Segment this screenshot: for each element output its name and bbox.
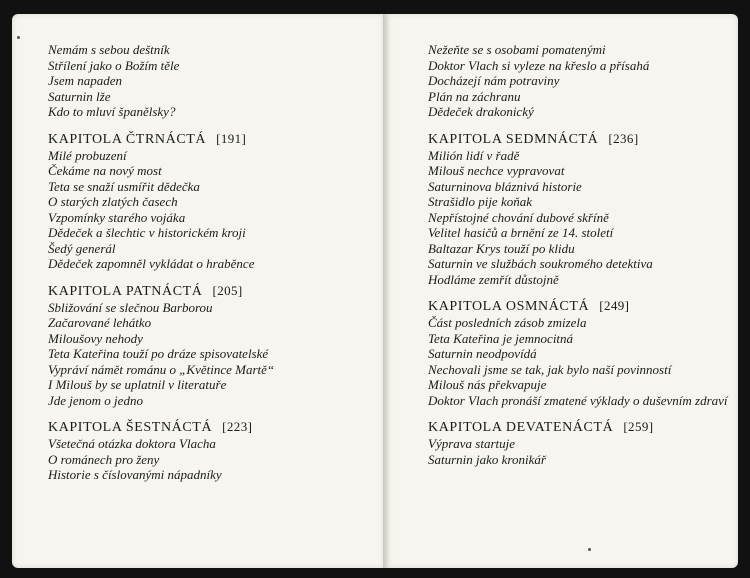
toc-entry: Milé probuzení xyxy=(48,147,127,163)
page-speck xyxy=(588,548,591,551)
toc-entry: Hodláme zemřít důstojně xyxy=(428,271,559,287)
chapter-title: KAPITOLA ŠESTNÁCTÁ xyxy=(48,420,213,435)
toc-entry: Jde jenom o jedno xyxy=(48,392,143,408)
chapter-title: KAPITOLA DEVATENÁCTÁ xyxy=(428,420,614,435)
toc-entry: Teta Kateřina je jemnocitná xyxy=(428,330,574,346)
chapter-heading xyxy=(48,130,368,148)
chapter-page-number: [205] xyxy=(212,282,243,298)
chapter-14 xyxy=(48,130,368,272)
toc-entry: Milouš nechce vypravovat xyxy=(428,163,565,178)
chapter-title: KAPITOLA SEDMNÁCTÁ xyxy=(428,131,599,147)
toc-entry: I Milouš by se uplatnil v literatuře xyxy=(48,377,227,392)
chapter-heading xyxy=(428,130,728,148)
toc-entry: Strašidlo pije koňak xyxy=(428,194,532,209)
toc-entry: Plán na záchranu xyxy=(428,88,521,104)
toc-entry: Nemám s sebou deštník xyxy=(48,42,170,57)
chapter-title: KAPITOLA OSMNÁCTÁ xyxy=(428,299,590,314)
chapter-19 xyxy=(428,418,728,467)
toc-entry: Teta se snaží usmířit dědečka xyxy=(48,178,200,194)
toc-entry: Sbližování se slečnou Barborou xyxy=(48,299,213,315)
chapter-page-number: [259] xyxy=(623,419,654,434)
toc-entry: Čekáme na nový most xyxy=(48,163,162,178)
page-speck xyxy=(17,36,20,39)
toc-entry: Nepřístojné chování dubové skříně xyxy=(428,209,609,225)
chapter-page-number: [191] xyxy=(216,130,247,146)
toc-entry: Baltazar Krys touží po klidu xyxy=(428,240,575,256)
toc-entry: Šedý generál xyxy=(48,240,116,256)
toc-entry: Velitel hasičů a brnění ze 14. století xyxy=(428,225,614,240)
chapter-15 xyxy=(48,282,368,409)
toc-entry: Saturninova bláznivá historie xyxy=(428,178,582,194)
toc-entry: Všetečná otázka doktora Vlacha xyxy=(48,436,216,451)
toc-entry: Nežeňte se s osobami pomatenými xyxy=(428,42,606,57)
left-intro-entries xyxy=(48,42,368,120)
toc-entry: Vzpomínky starého vojáka xyxy=(48,209,186,225)
toc-entry: Milouš nás překvapuje xyxy=(428,377,547,392)
chapter-17 xyxy=(428,130,728,288)
chapter-page-number: [249] xyxy=(599,298,630,313)
toc-entry: Střílení jako o Božím těle xyxy=(48,57,180,73)
right-toc-column xyxy=(428,42,728,468)
chapter-18 xyxy=(428,297,728,408)
chapter-title: KAPITOLA ČTRNÁCTÁ xyxy=(48,131,207,147)
toc-entry: Miloušovy nehody xyxy=(48,330,143,346)
toc-entry: Dědeček zapomněl vykládat o hraběnce xyxy=(48,256,255,271)
toc-entry: O románech pro ženy xyxy=(48,451,160,467)
chapter-page-number: [223] xyxy=(222,419,253,434)
toc-entry: Jsem napaden xyxy=(48,73,123,88)
toc-entry: O starých zlatých časech xyxy=(48,194,178,209)
toc-entry: Saturnin jako kronikář xyxy=(428,451,546,467)
toc-entry: Dědeček drakonický xyxy=(428,104,534,119)
toc-entry: Dědeček a šlechtic v historickém kroji xyxy=(48,225,246,240)
chapter-title: KAPITOLA PATNÁCTÁ xyxy=(48,283,203,299)
chapter-heading xyxy=(48,418,368,436)
toc-entry: Saturnin ve službách soukromého detektiva xyxy=(428,256,653,271)
toc-entry: Výprava startuje xyxy=(428,436,516,451)
chapter-16 xyxy=(48,418,368,483)
toc-entry: Doktor Vlach pronáší zmatené výklady o duševním zdraví xyxy=(428,392,728,408)
toc-entry: Vypráví námět románu o „Květince Martě“ xyxy=(48,361,275,377)
left-toc-column xyxy=(48,42,368,484)
toc-entry: Část posledních zásob zmizela xyxy=(428,315,587,330)
chapter-page-number: [236] xyxy=(608,130,639,146)
toc-entry: Saturnin neodpovídá xyxy=(428,346,537,361)
toc-entry: Milión lidí v řadě xyxy=(428,147,520,163)
chapter-heading xyxy=(428,418,728,436)
right-intro-entries xyxy=(428,42,728,120)
toc-entry: Historie s číslovanými nápadníky xyxy=(48,467,222,482)
chapter-heading xyxy=(48,282,368,300)
toc-entry: Začarované lehátko xyxy=(48,315,152,330)
toc-entry: Saturnin lže xyxy=(48,88,111,104)
toc-entry: Docházejí nám potraviny xyxy=(428,73,560,88)
chapter-heading xyxy=(428,297,728,315)
toc-entry: Kdo to mluví španělsky? xyxy=(48,104,176,119)
toc-entry: Teta Kateřina touží po dráze spisovatelské xyxy=(48,346,269,361)
toc-entry: Doktor Vlach si vyleze na křeslo a přísahá xyxy=(428,57,650,73)
toc-entry: Nechovali jsme se tak, jak bylo naší povinností xyxy=(428,361,672,377)
